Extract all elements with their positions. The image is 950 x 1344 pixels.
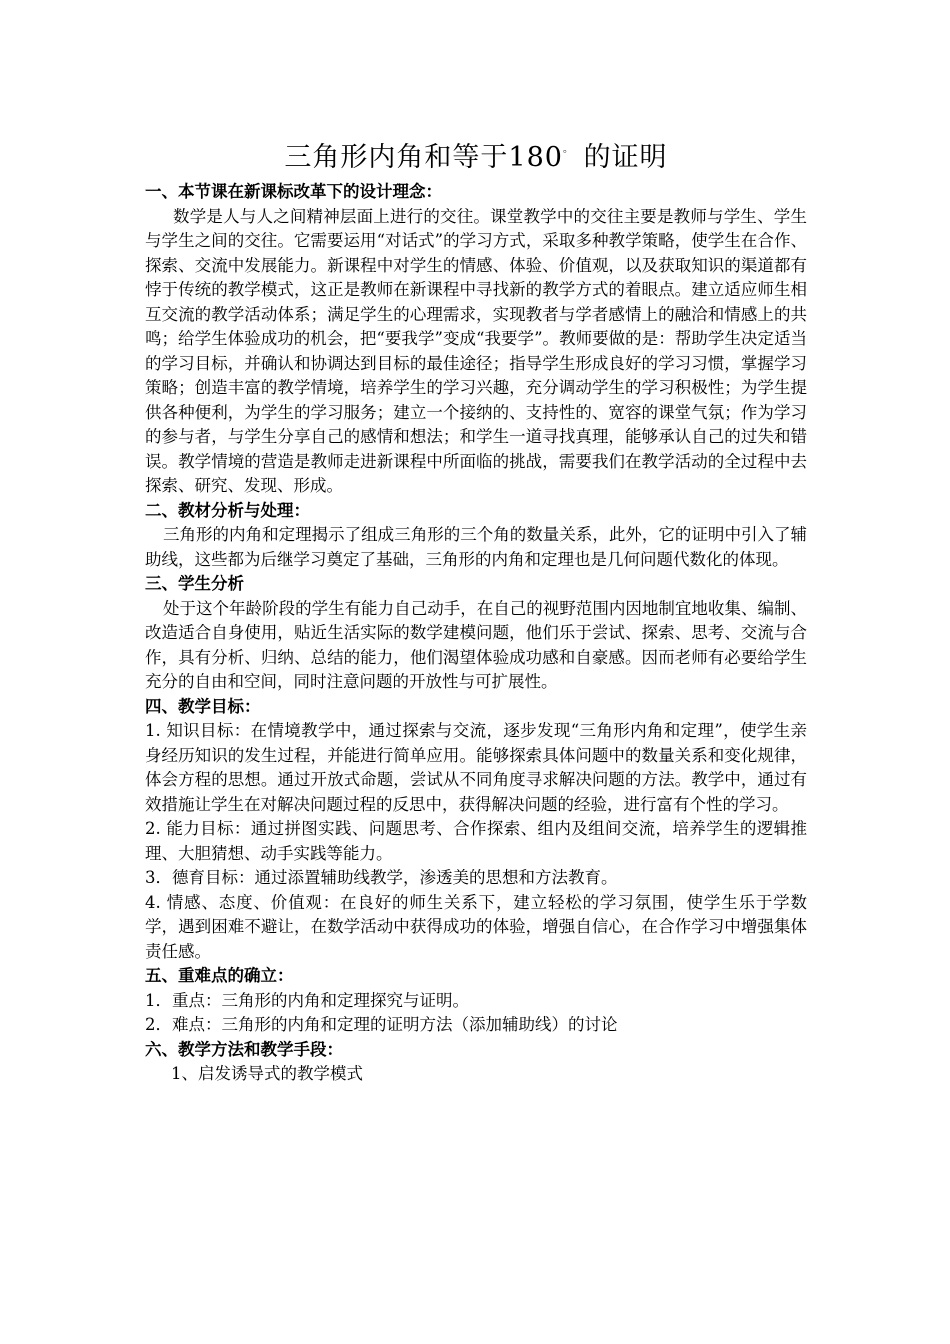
section-heading-2: 二、教材分析与处理： (145, 500, 310, 520)
title-main: 三角形内角和等于180 (284, 142, 563, 173)
difficult-point: 2．难点：三角形的内角和定理的证明方法（添加辅助线）的讨论 (145, 1015, 618, 1034)
title-end: 的证明 (583, 142, 668, 173)
document-page (145, 128, 807, 1087)
goal-knowledge: 1. 知识目标：在情境教学中，通过探索与交流，逐步发现“三角形内角和定理”，使学生亲身经历知识的发生过程，并能进行简单应用。能够探索具体问题中的数量关系和变化规律，体会方程的思想。通过开放式命题，尝试从不同角度寻求解决问题的方法。教学中，通过有效措施让学生在对解决问题过程的反思中，获得解决问题的经验，进行富有个性的学习。 (145, 721, 807, 814)
section-heading-3: 三、学生分析 (145, 574, 244, 593)
section-1-paragraph: 数学是人与人之间精神层面上进行的交往。课堂教学中的交往主要是教师与学生、学生与学生之间的交往。它需要运用“对话式”的学习方式，采取多种教学策略，使学生在合作、探索、交流中发展能力。新课程中对学生的情感、体验、价值观，以及获取知识的渠道都有悖于传统的教学模式，这正是教师在新课程中寻找新的教学方式的着眼点。建立适应师生相互交流的教学活动体系；满足学生的心理需求，实现教者与学者感情上的融洽和情感上的共鸣；给学生体验成功的机会，把“要我学”变成“我要学”。教师要做的是：帮助学生决定适当的学习目标，并确认和协调达到目标的最佳途径；指导学生形成良好的学习习惯，掌握学习策略；创造丰富的教学情境，培养学生的学习兴趣，充分调动学生的学习积极性；为学生提供各种便利，为学生的学习服务；建立一个接纳的、支持性的、宽容的课堂气氛；作为学习的参与者，与学生分享自己的感情和想法；和学生一道寻找真理，能够承认自己的过失和错误。教学情境的营造是教师走进新课程中所面临的挑战，需要我们在教学活动的全过程中去探索、研究、发现、形成。 (145, 206, 807, 495)
degree-mark: 。 (562, 144, 574, 155)
section-2-paragraph: 三角形的内角和定理揭示了组成三角形的三个角的数量关系，此外，它的证明中引入了辅助线，这些都为后继学习奠定了基础，三角形的内角和定理也是几何问题代数化的体现。 (145, 525, 807, 569)
section-3-paragraph: 处于这个年龄阶段的学生有能力自己动手，在自己的视野范围内因地制宜地收集、编制、改造适合自身使用，贴近生活实际的数学建模问题，他们乐于尝试、探索、思考、交流与合作，具有分析、归纳、总结的能力，他们渴望体验成功感和自豪感。因而老师有必要给学生充分的自由和空间，同时注意问题的开放性与可扩展性。 (145, 598, 807, 691)
section-heading-4: 四、教学目标： (145, 696, 261, 716)
section-heading-6: 六、教学方法和教学手段： (145, 1039, 343, 1059)
section-heading-1: 一、本节课在新课标改革下的设计理念： (145, 182, 442, 201)
goal-emotion: 4. 情感、态度、价值观：在良好的师生关系下，建立轻松的学习氛围，使学生乐于学数学，遇到困难不避让，在数学活动中获得成功的体验，增强自信心，在合作学习中增强集体责任感。 (145, 892, 807, 961)
goal-moral: 3．德育目标：通过添置辅助线教学，渗透美的思想和方法教育。 (145, 868, 618, 887)
section-heading-5: 五、重难点的确立： (145, 966, 294, 985)
goal-ability: 2. 能力目标：通过拼图实践、问题思考、合作探索、组内及组间交流，培养学生的逻辑推理、大胆猜想、动手实践等能力。 (145, 819, 807, 863)
method-item-1: 1、启发诱导式的教学模式 (171, 1064, 363, 1083)
document-title (145, 128, 807, 180)
key-point: 1．重点：三角形的内角和定理探究与证明。 (145, 990, 469, 1010)
